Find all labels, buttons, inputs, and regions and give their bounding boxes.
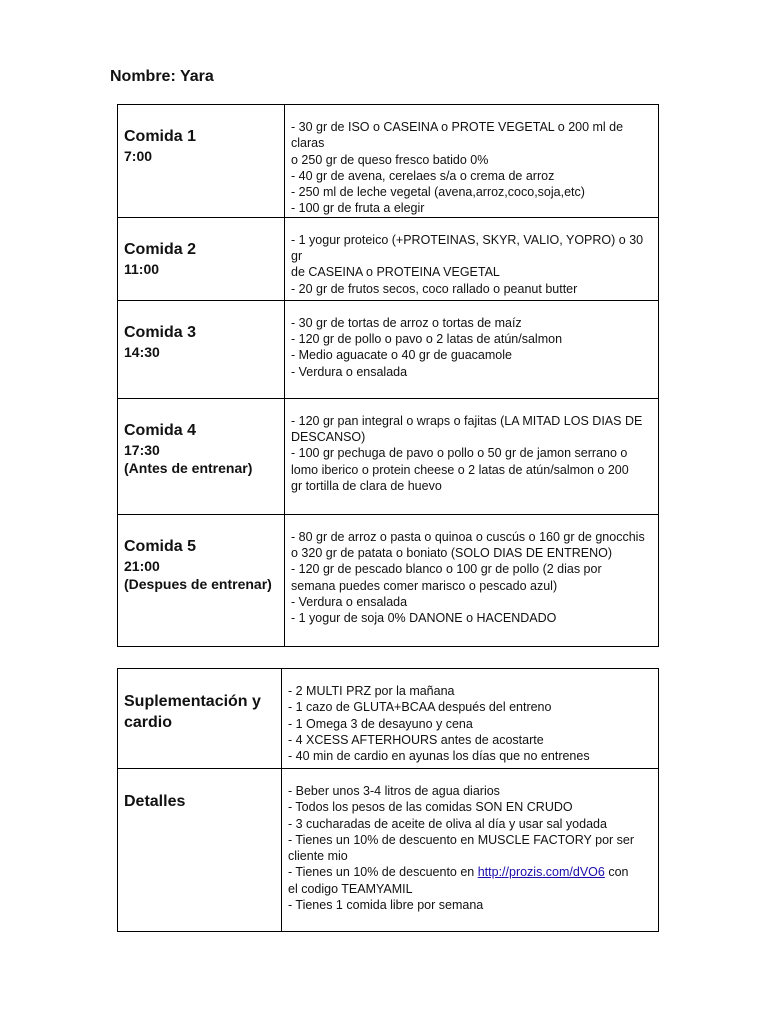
meal-line: - 80 gr de arroz o pasta o quinoa o cuscús o 160 gr de gnocchis bbox=[291, 529, 645, 544]
meal-row bbox=[118, 105, 659, 218]
meal-line: - 100 gr pechuga de pavo o pollo o 50 gr de jamon serrano o bbox=[291, 446, 628, 461]
meal-line: - 40 gr de avena, cerelaes s/a o crema de arroz bbox=[291, 168, 555, 183]
meal-line: - 120 gr pan integral o wraps o fajitas (LA MITAD LOS DIAS DE bbox=[291, 413, 643, 428]
supplement-line: - 1 Omega 3 de desayuno y cena bbox=[288, 716, 473, 731]
supplements-title: Suplementación y bbox=[124, 693, 261, 710]
supplements-details-table bbox=[117, 668, 659, 932]
meal-content-cell bbox=[285, 514, 659, 646]
meal-label-cell bbox=[118, 398, 285, 514]
meal-line: - 20 gr de frutos secos, coco rallado o peanut butter bbox=[291, 281, 578, 296]
supplement-line: - 2 MULTI PRZ por la mañana bbox=[288, 684, 455, 698]
detail-line: - Tienes un 10% de descuento en MUSCLE FACTORY por ser bbox=[288, 832, 635, 847]
meal-time: 21:00 bbox=[124, 557, 160, 574]
meal-label-cell bbox=[118, 300, 285, 398]
detail-line: - Todos los pesos de las comidas SON EN CRUDO bbox=[288, 800, 573, 815]
meal-line: gr tortilla de clara de huevo bbox=[291, 478, 442, 493]
supplement-line: - 40 min de cardio en ayunas los días que no entrenes bbox=[288, 749, 590, 764]
meal-line: lomo iberico o protein cheese o 2 latas de atún/salmon o 200 bbox=[291, 462, 629, 477]
meal-note: (Despues de entrenar) bbox=[124, 575, 272, 592]
supplements-title: cardio bbox=[124, 714, 173, 731]
detail-line: cliente mio bbox=[288, 849, 348, 864]
meal-time: 7:00 bbox=[124, 148, 153, 164]
detail-link-suffix: con bbox=[604, 865, 629, 880]
meal-content-cell bbox=[285, 105, 659, 218]
meal-content-cell bbox=[285, 300, 659, 398]
prozis-link[interactable]: http://prozis.com/dVO6 bbox=[477, 865, 605, 880]
meal-content-cell bbox=[285, 217, 659, 300]
detail-line: - Beber unos 3-4 litros de agua diarios bbox=[288, 784, 500, 798]
meal-title: Comida 3 bbox=[124, 323, 197, 341]
meal-time: 11:00 bbox=[124, 260, 160, 277]
detail-line: - 3 cucharadas de aceite de oliva al día y usar sal yodada bbox=[288, 816, 607, 831]
name-heading: Nombre: Yara bbox=[110, 68, 214, 85]
meal-content-cell bbox=[285, 398, 659, 514]
meal-title: Comida 4 bbox=[124, 421, 197, 439]
details-title: Detalles bbox=[124, 793, 186, 810]
meal-line: - 250 ml de leche vegetal (avena,arroz,coco,soja,etc) bbox=[291, 185, 585, 200]
meal-line: - 120 gr de pescado blanco o 100 gr de pollo (2 dias por bbox=[291, 562, 602, 577]
meal-title: Comida 2 bbox=[124, 240, 197, 258]
meal-time: 14:30 bbox=[124, 343, 160, 360]
meal-label-cell bbox=[118, 514, 285, 646]
supplements-content-cell bbox=[282, 669, 659, 769]
details-content-cell bbox=[282, 769, 659, 932]
meal-row bbox=[118, 217, 659, 300]
meal-label-cell bbox=[118, 105, 285, 218]
meal-line: semana puedes comer marisco o pescado azul) bbox=[291, 578, 558, 593]
meal-line: o 320 gr de patata o boniato (SOLO DIAS DE ENTRENO) bbox=[291, 546, 612, 561]
supplement-line: - 1 cazo de GLUTA+BCAA después del entreno bbox=[288, 700, 552, 715]
meal-note: (Antes de entrenar) bbox=[124, 459, 253, 476]
detail-link-line bbox=[288, 864, 652, 880]
meal-line: - 1 yogur de soja 0% DANONE o HACENDADO bbox=[291, 611, 557, 626]
meal-line: - 120 gr de pollo o pavo o 2 latas de atún/salmon bbox=[291, 332, 563, 347]
meal-row bbox=[118, 398, 659, 514]
meal-title: Comida 5 bbox=[124, 537, 197, 555]
meal-label-cell bbox=[118, 217, 285, 300]
meal-time: 17:30 bbox=[124, 441, 160, 458]
supplement-line: - 4 XCESS AFTERHOURS antes de acostarte bbox=[288, 732, 544, 747]
meal-row bbox=[118, 300, 659, 398]
meal-title: Comida 1 bbox=[124, 128, 197, 145]
detail-link-prefix: - Tienes un 10% de descuento en bbox=[288, 865, 478, 880]
detail-line: el codigo TEAMYAMIL bbox=[288, 881, 413, 896]
meal-line: - 100 gr de fruta a elegir bbox=[291, 201, 425, 216]
meal-row bbox=[118, 514, 659, 646]
meal-line: de CASEINA o PROTEINA VEGETAL bbox=[291, 265, 500, 280]
meal-line: - 1 yogur proteico (+PROTEINAS, SKYR, VALIO, YOPRO) o 30 gr bbox=[291, 232, 644, 264]
meal-line: - Verdura o ensalada bbox=[291, 594, 408, 609]
supplements-row bbox=[118, 669, 659, 769]
meal-line: - 30 gr de tortas de arroz o tortas de maíz bbox=[291, 315, 522, 330]
meal-line: - Medio aguacate o 40 gr de guacamole bbox=[291, 348, 512, 363]
meal-line: o 250 gr de queso fresco batido 0% bbox=[291, 152, 489, 167]
details-row bbox=[118, 769, 659, 932]
meal-line: - 30 gr de ISO o CASEINA o PROTE VEGETAL o 200 ml de claras bbox=[291, 120, 624, 151]
meal-line: DESCANSO) bbox=[291, 430, 366, 445]
detail-line: - Tienes 1 comida libre por semana bbox=[288, 898, 484, 913]
meal-line: - Verdura o ensalada bbox=[291, 364, 408, 379]
supplements-label-cell bbox=[118, 669, 282, 769]
details-label-cell bbox=[118, 769, 282, 932]
meal-plan-table bbox=[117, 104, 659, 647]
